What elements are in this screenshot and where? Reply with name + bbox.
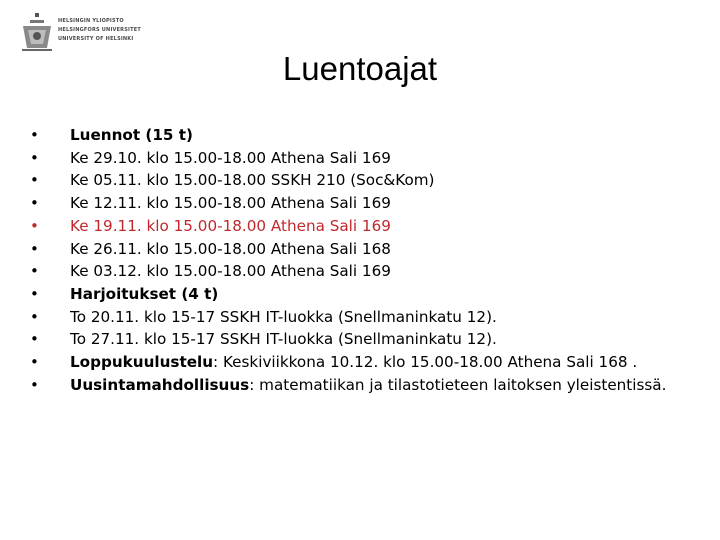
item-text: To 27.11. klo 15-17 SSKH IT-luokka (Snellmaninkatu 12).: [70, 330, 497, 349]
logo-line-1: HELSINGIN YLIOPISTO: [58, 18, 124, 24]
list-item: [30, 283, 710, 306]
item-text: Ke 19.11. klo 15.00-18.00 Athena Sali 169: [70, 216, 391, 235]
list-item: [30, 147, 710, 170]
item-heading: Harjoitukset (4 t): [70, 284, 219, 303]
bullet-icon: •: [30, 126, 39, 144]
list-item: [30, 124, 710, 147]
item-text: Ke 03.12. klo 15.00-18.00 Athena Sali 169: [70, 262, 391, 281]
list-item: [30, 306, 710, 329]
bullet-icon: •: [30, 375, 39, 394]
bullet-icon: •: [30, 353, 39, 372]
bullet-icon: •: [30, 330, 39, 349]
bullet-icon: •: [30, 171, 39, 190]
list-item: [30, 260, 710, 283]
list-item: [30, 192, 710, 215]
bullet-icon: •: [30, 216, 39, 235]
item-text: : Keskiviikkona 10.12. klo 15.00-18.00 Athena Sali 168 .: [213, 353, 638, 372]
list-item: [30, 238, 710, 261]
bullet-icon: •: [30, 284, 39, 303]
bullet-icon: •: [30, 148, 39, 167]
bullet-icon: •: [30, 307, 39, 326]
bullet-icon: •: [30, 262, 39, 281]
item-text: To 20.11. klo 15-17 SSKH IT-luokka (Snellmaninkatu 12).: [70, 307, 497, 326]
list-item: [30, 169, 710, 192]
item-text: Ke 05.11. klo 15.00-18.00 SSKH 210 (Soc&Kom): [70, 171, 435, 190]
university-emblem-icon: [20, 12, 54, 52]
list-item: [30, 328, 710, 351]
item-text: Ke 29.10. klo 15.00-18.00 Athena Sali 169: [70, 148, 391, 167]
list-item: [30, 215, 710, 238]
logo-line-2: HELSINGFORS UNIVERSITET: [58, 27, 141, 33]
university-logo: [20, 12, 141, 52]
item-heading: Uusintamahdollisuus: [70, 375, 250, 394]
bullet-icon: •: [30, 194, 39, 213]
logo-line-3: UNIVERSITY OF HELSINKI: [58, 36, 134, 42]
item-heading: Loppukuulustelu: [70, 353, 214, 372]
item-text: : matematiikan ja tilastotieteen laitoksen yleistentissä.: [249, 375, 667, 394]
item-text: Ke 26.11. klo 15.00-18.00 Athena Sali 168: [70, 239, 391, 258]
item-heading: Luennot (15 t): [70, 126, 193, 144]
bullet-icon: •: [30, 239, 39, 258]
schedule-list: [30, 124, 710, 396]
list-item: [30, 374, 710, 397]
list-item: [30, 351, 710, 374]
item-text: Ke 12.11. klo 15.00-18.00 Athena Sali 169: [70, 194, 391, 213]
slide-title: Luentoajat: [282, 50, 438, 87]
